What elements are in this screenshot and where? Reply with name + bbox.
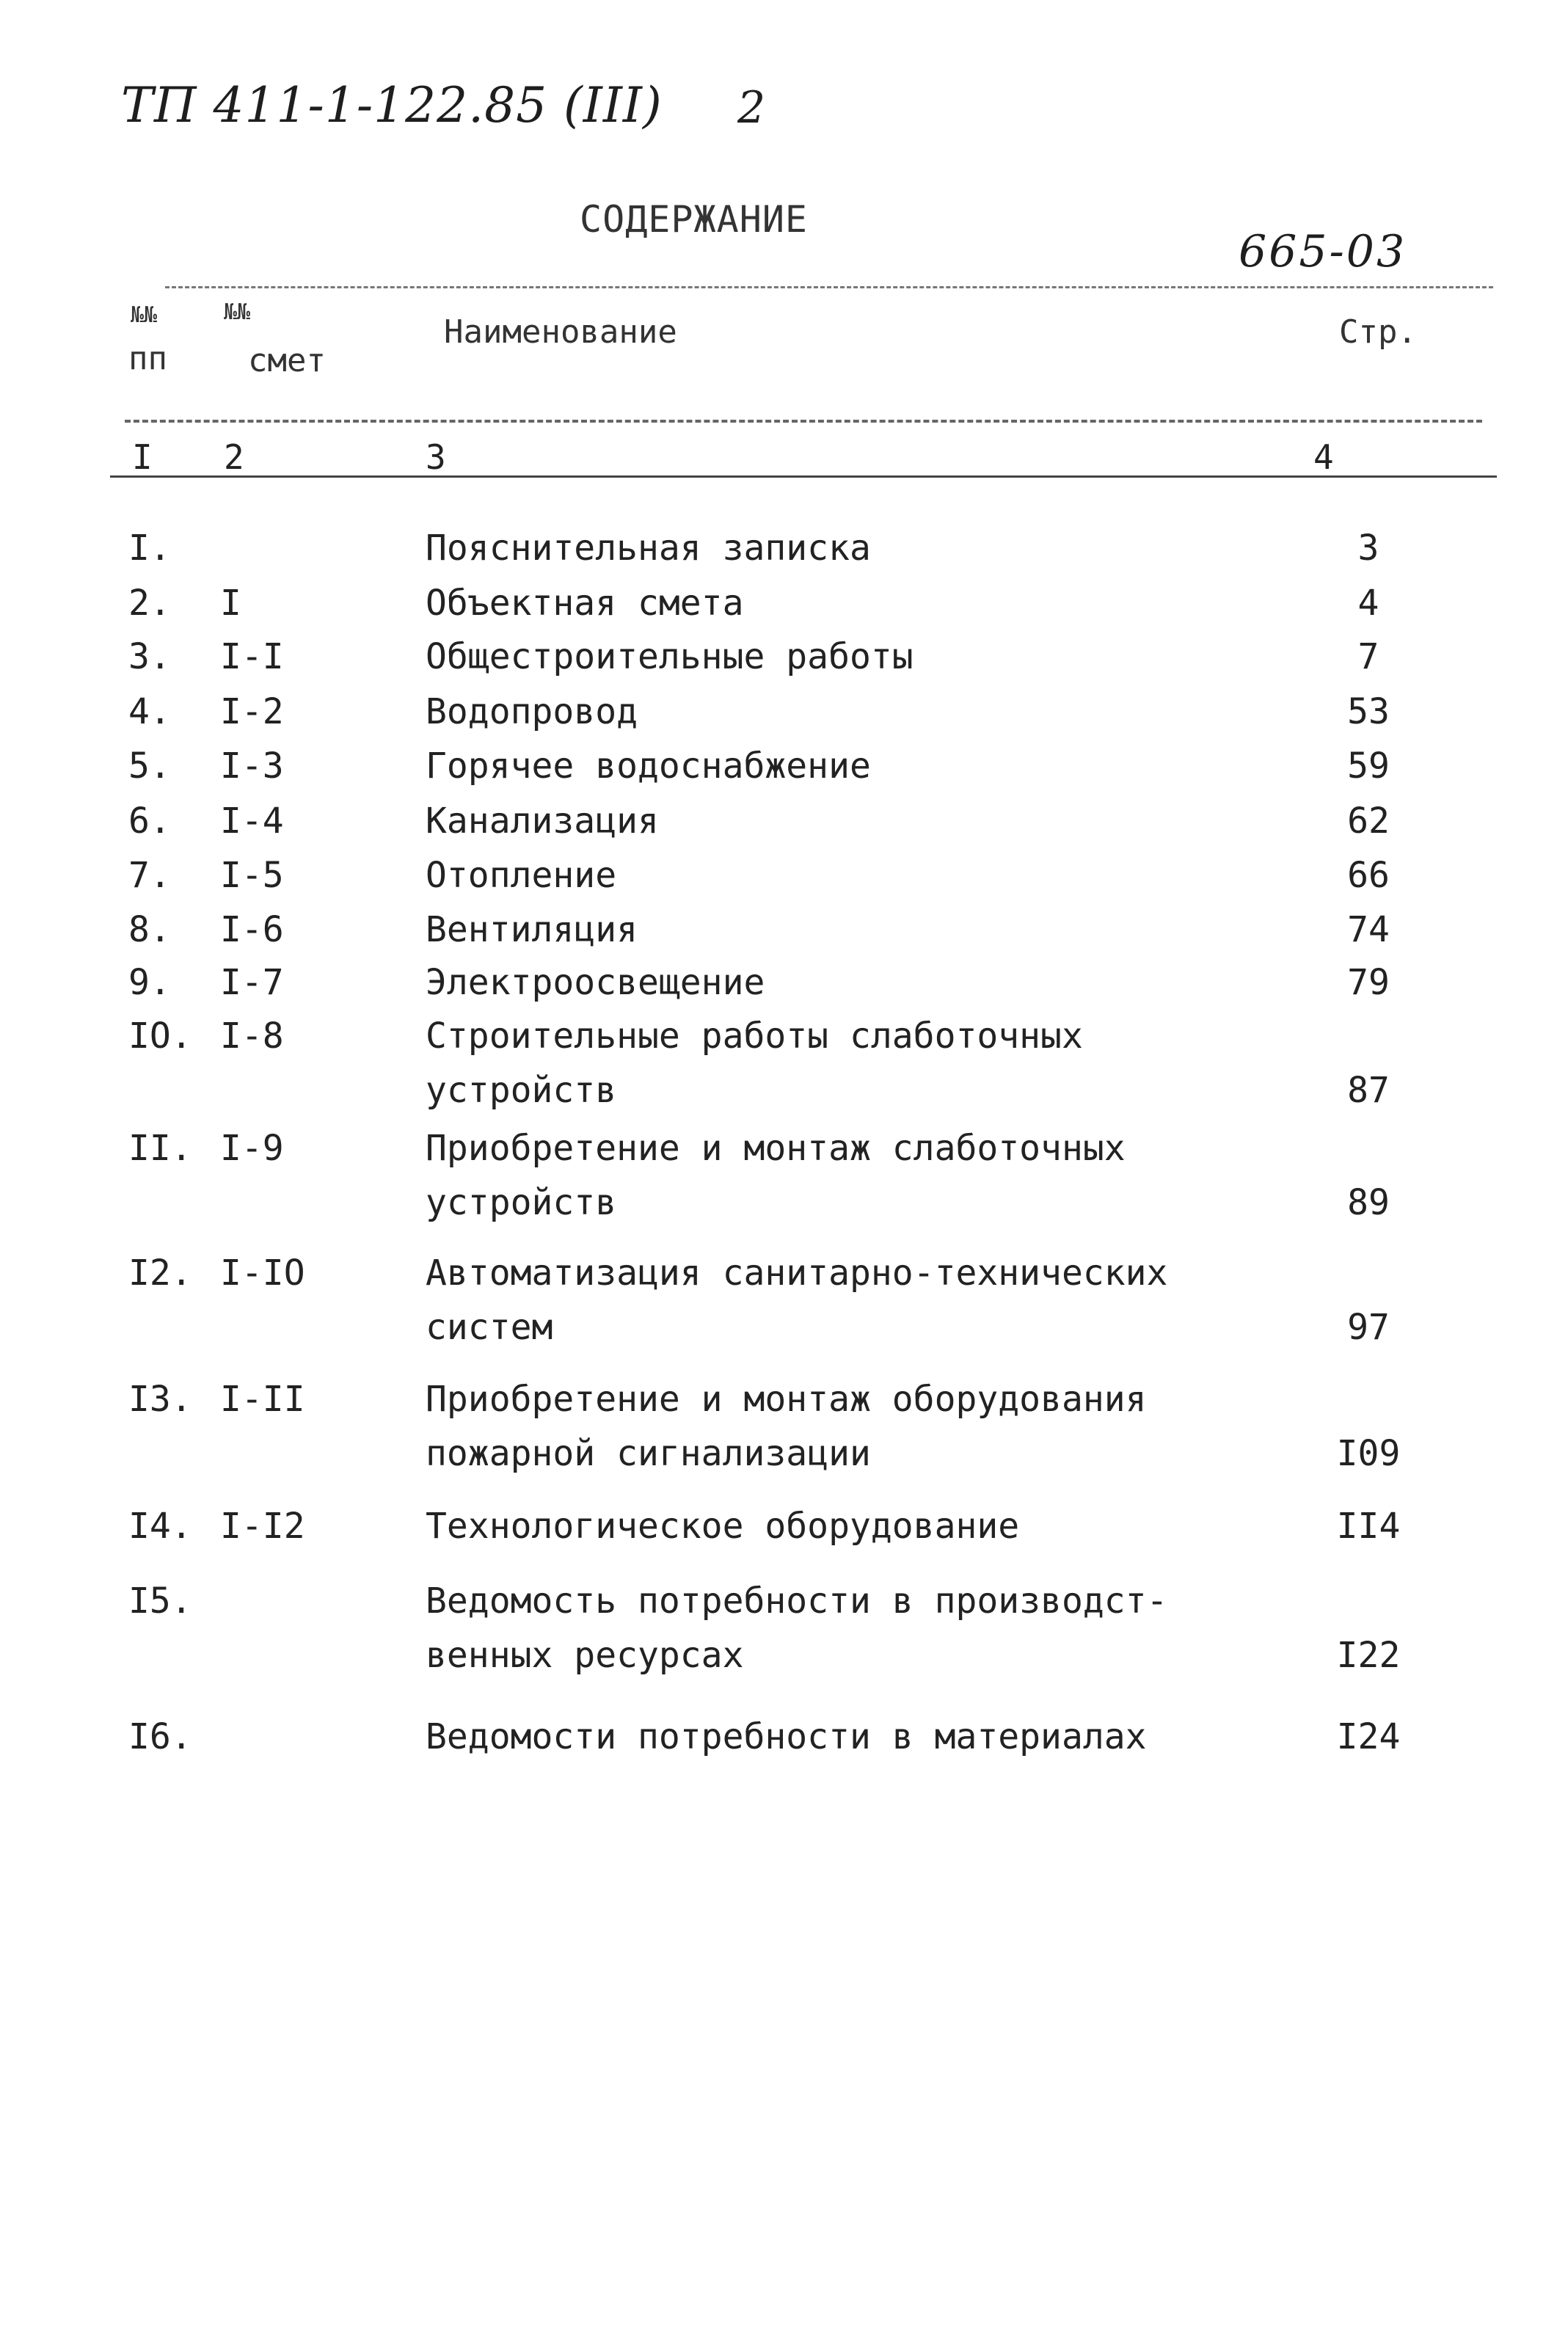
page-ref: 97 bbox=[1347, 1307, 1390, 1348]
row-number: I4. bbox=[128, 1506, 192, 1547]
column-header-number: пп bbox=[128, 340, 167, 377]
column-number-2: 2 bbox=[224, 437, 244, 477]
sheet-code: 665-03 bbox=[1239, 226, 1407, 277]
page-ref: I24 bbox=[1336, 1716, 1401, 1757]
item-name: Строительные работы слаботочных bbox=[426, 1016, 1083, 1057]
page-ref: 66 bbox=[1347, 855, 1390, 896]
item-name: устройств bbox=[426, 1182, 617, 1223]
column-number-3: 3 bbox=[426, 437, 446, 477]
estimate-number: I-7 bbox=[220, 962, 284, 1003]
row-number: 4. bbox=[128, 691, 171, 732]
item-name: Общестроительные работы bbox=[426, 636, 914, 677]
page-ref: 74 bbox=[1347, 909, 1390, 950]
page-number: 2 bbox=[737, 82, 766, 134]
item-name: Технологическое оборудование bbox=[426, 1506, 1020, 1547]
row-number: 9. bbox=[128, 962, 171, 1003]
column-header-page: Стр. bbox=[1339, 313, 1417, 351]
item-name: Автоматизация санитарно-технических bbox=[426, 1253, 1168, 1294]
item-name: Водопровод bbox=[426, 691, 638, 732]
column-number-4: 4 bbox=[1313, 437, 1334, 477]
row-number: 6. bbox=[128, 801, 171, 842]
item-name: систем bbox=[426, 1307, 553, 1348]
item-name: Ведомость потребности в производст- bbox=[426, 1580, 1168, 1622]
estimate-number: I-6 bbox=[220, 909, 284, 950]
estimate-number: I-II bbox=[220, 1379, 305, 1420]
page-ref: I09 bbox=[1336, 1433, 1401, 1474]
item-name: Электроосвещение bbox=[426, 962, 765, 1003]
item-name: Приобретение и монтаж слаботочных bbox=[426, 1128, 1126, 1169]
estimate-number: I-IO bbox=[220, 1253, 305, 1294]
page-ref: 89 bbox=[1347, 1182, 1390, 1223]
page-ref: 62 bbox=[1347, 801, 1390, 842]
column-header-estimate-symbol: №№ bbox=[224, 299, 251, 325]
page-ref: 87 bbox=[1347, 1070, 1390, 1111]
estimate-number: I bbox=[220, 583, 241, 624]
page-ref: II4 bbox=[1336, 1506, 1401, 1547]
estimate-number: I-9 bbox=[220, 1128, 284, 1169]
row-number: II. bbox=[128, 1128, 192, 1169]
estimate-number: I-2 bbox=[220, 691, 284, 732]
page-ref: 7 bbox=[1357, 636, 1379, 677]
estimate-number: I-I2 bbox=[220, 1506, 305, 1547]
row-number: 3. bbox=[128, 636, 171, 677]
page-ref: 59 bbox=[1347, 745, 1390, 787]
item-name: Пояснительная записка bbox=[426, 528, 871, 569]
estimate-number: I-4 bbox=[220, 801, 284, 842]
item-name: Канализация bbox=[426, 801, 659, 842]
page-title: СОДЕРЖАНИЕ bbox=[580, 198, 809, 241]
estimate-number: I-I bbox=[220, 636, 284, 677]
column-header-name: Наименование bbox=[444, 313, 677, 351]
row-number: I6. bbox=[128, 1716, 192, 1757]
item-name: Горячее водоснабжение bbox=[426, 745, 871, 787]
row-number: I3. bbox=[128, 1379, 192, 1420]
item-name: Объектная смета bbox=[426, 583, 744, 624]
row-number: I. bbox=[128, 528, 171, 569]
item-name: пожарной сигнализации bbox=[426, 1433, 871, 1474]
row-number: 2. bbox=[128, 583, 171, 624]
estimate-number: I-5 bbox=[220, 855, 284, 896]
item-name: Отопление bbox=[426, 855, 617, 896]
item-name: Ведомости потребности в материалах bbox=[426, 1716, 1147, 1757]
document-code: ТП 411-1-122.85 (III) bbox=[121, 77, 663, 134]
row-number: 7. bbox=[128, 855, 171, 896]
row-number: I5. bbox=[128, 1580, 192, 1622]
page-ref: 3 bbox=[1357, 528, 1379, 569]
item-name: устройств bbox=[426, 1070, 617, 1111]
page-ref: I22 bbox=[1336, 1635, 1401, 1676]
column-number-1: I bbox=[132, 437, 153, 477]
page-ref: 4 bbox=[1357, 583, 1379, 624]
estimate-number: I-8 bbox=[220, 1016, 284, 1057]
item-name: венных ресурсах bbox=[426, 1635, 744, 1676]
page-ref: 79 bbox=[1347, 962, 1390, 1003]
column-header-number-symbol: №№ bbox=[131, 302, 158, 328]
row-number: 5. bbox=[128, 745, 171, 787]
row-number: IO. bbox=[128, 1016, 192, 1057]
row-number: 8. bbox=[128, 909, 171, 950]
item-name: Приобретение и монтаж оборудования bbox=[426, 1379, 1147, 1420]
estimate-number: I-3 bbox=[220, 745, 284, 787]
page-ref: 53 bbox=[1347, 691, 1390, 732]
row-number: I2. bbox=[128, 1253, 192, 1294]
column-header-estimate: смет bbox=[248, 342, 326, 379]
item-name: Вентиляция bbox=[426, 909, 638, 950]
